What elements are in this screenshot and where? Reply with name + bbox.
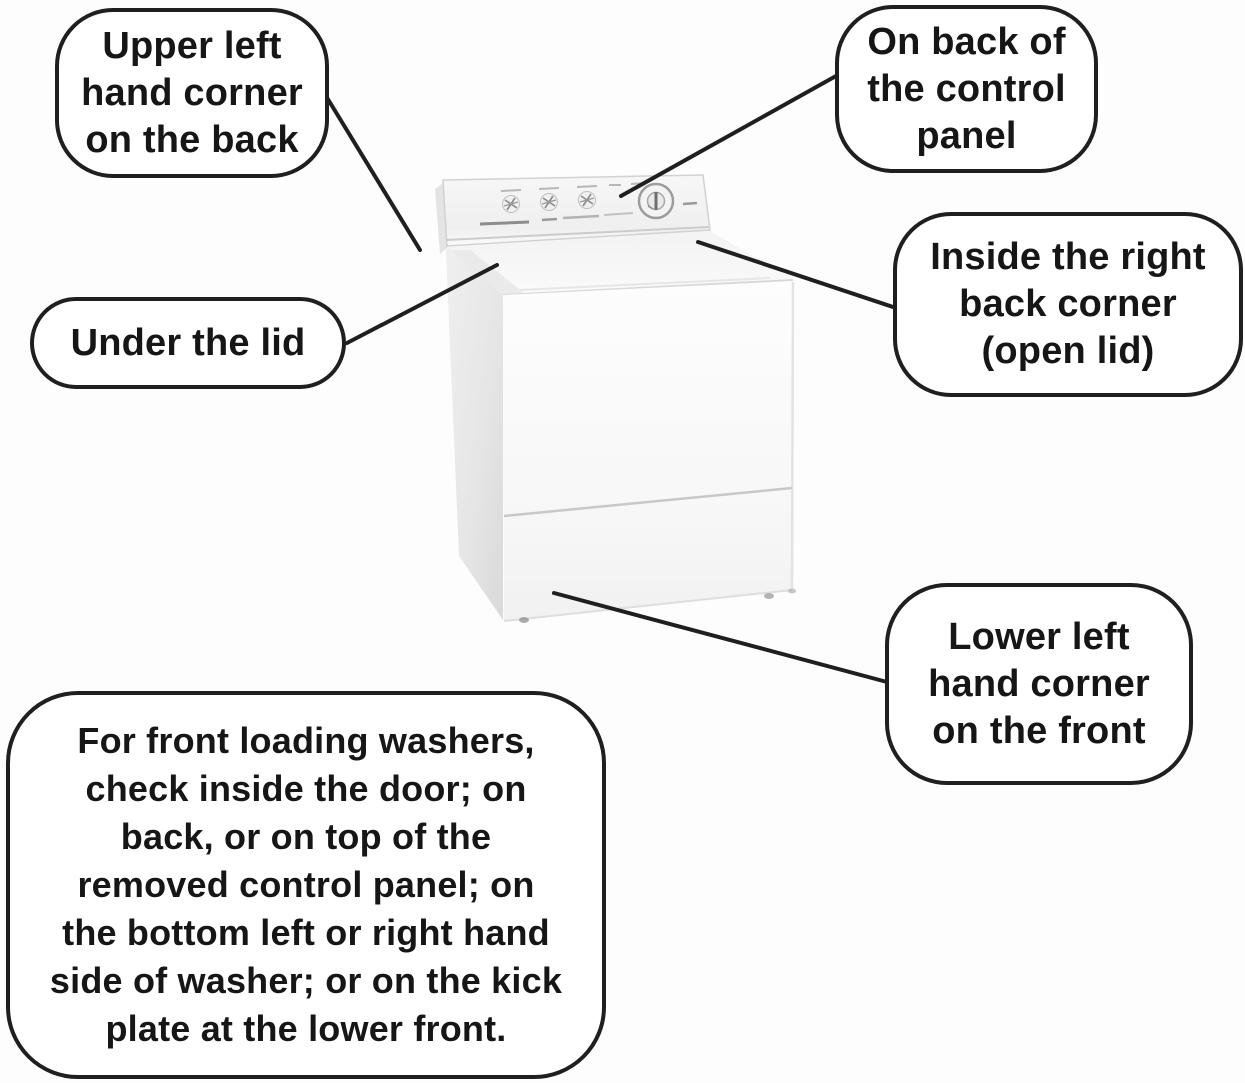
washer-front-panel [503,281,793,621]
callout-text-line: on the front [932,709,1146,752]
callout-text-line: back, or on top of the [120,816,492,857]
washer-foot-right-corner [788,589,796,594]
callout-text-line: hand corner [928,662,1150,705]
callout-text-line: (open lid) [981,330,1155,372]
control-knob-small-1 [503,196,520,213]
washer-right-edge [792,282,793,589]
callout-upper-left-back [55,8,329,178]
callout-text-line: panel [916,114,1017,157]
callout-text-line: On back of [867,20,1066,63]
callout-under-lid [30,297,346,389]
callout-text-line: back corner [959,283,1177,325]
callout-text-line: hand corner [81,71,303,114]
callout-text-line: Inside the right [930,236,1206,278]
callout-text-line: Lower left [948,615,1130,658]
callout-text-line: on the back [85,118,299,161]
callout-text-line: the bottom left or right hand [62,912,550,953]
callout-text-line: side of washer; or on the kick [49,960,563,1001]
control-knob-small-2 [541,194,558,211]
callout-text-line: For front loading washers, [77,720,535,761]
connector-upper-left-back [326,96,420,250]
washer-foot-left [519,617,529,623]
callout-front-loading-note [6,691,606,1079]
connector-control-panel-back [621,76,836,196]
callout-text-line: plate at the lower front. [105,1008,507,1049]
callout-text-line: check inside the door; on [85,768,527,809]
callout-lower-left-front [885,583,1193,785]
callout-control-panel-back [835,5,1098,173]
callout-right-back-corner [893,212,1243,397]
connector-lower-left-front [554,593,887,682]
callout-text-line: Upper left [102,24,282,67]
washer-foot-right [764,593,774,599]
control-knob-small-3 [579,192,596,209]
washer-illustration [435,175,796,623]
callout-text-line: the control [867,67,1066,110]
callout-text-line: Under the lid [70,321,306,364]
callout-text-line: removed control panel; on [77,864,535,905]
control-dial-large [639,184,673,218]
